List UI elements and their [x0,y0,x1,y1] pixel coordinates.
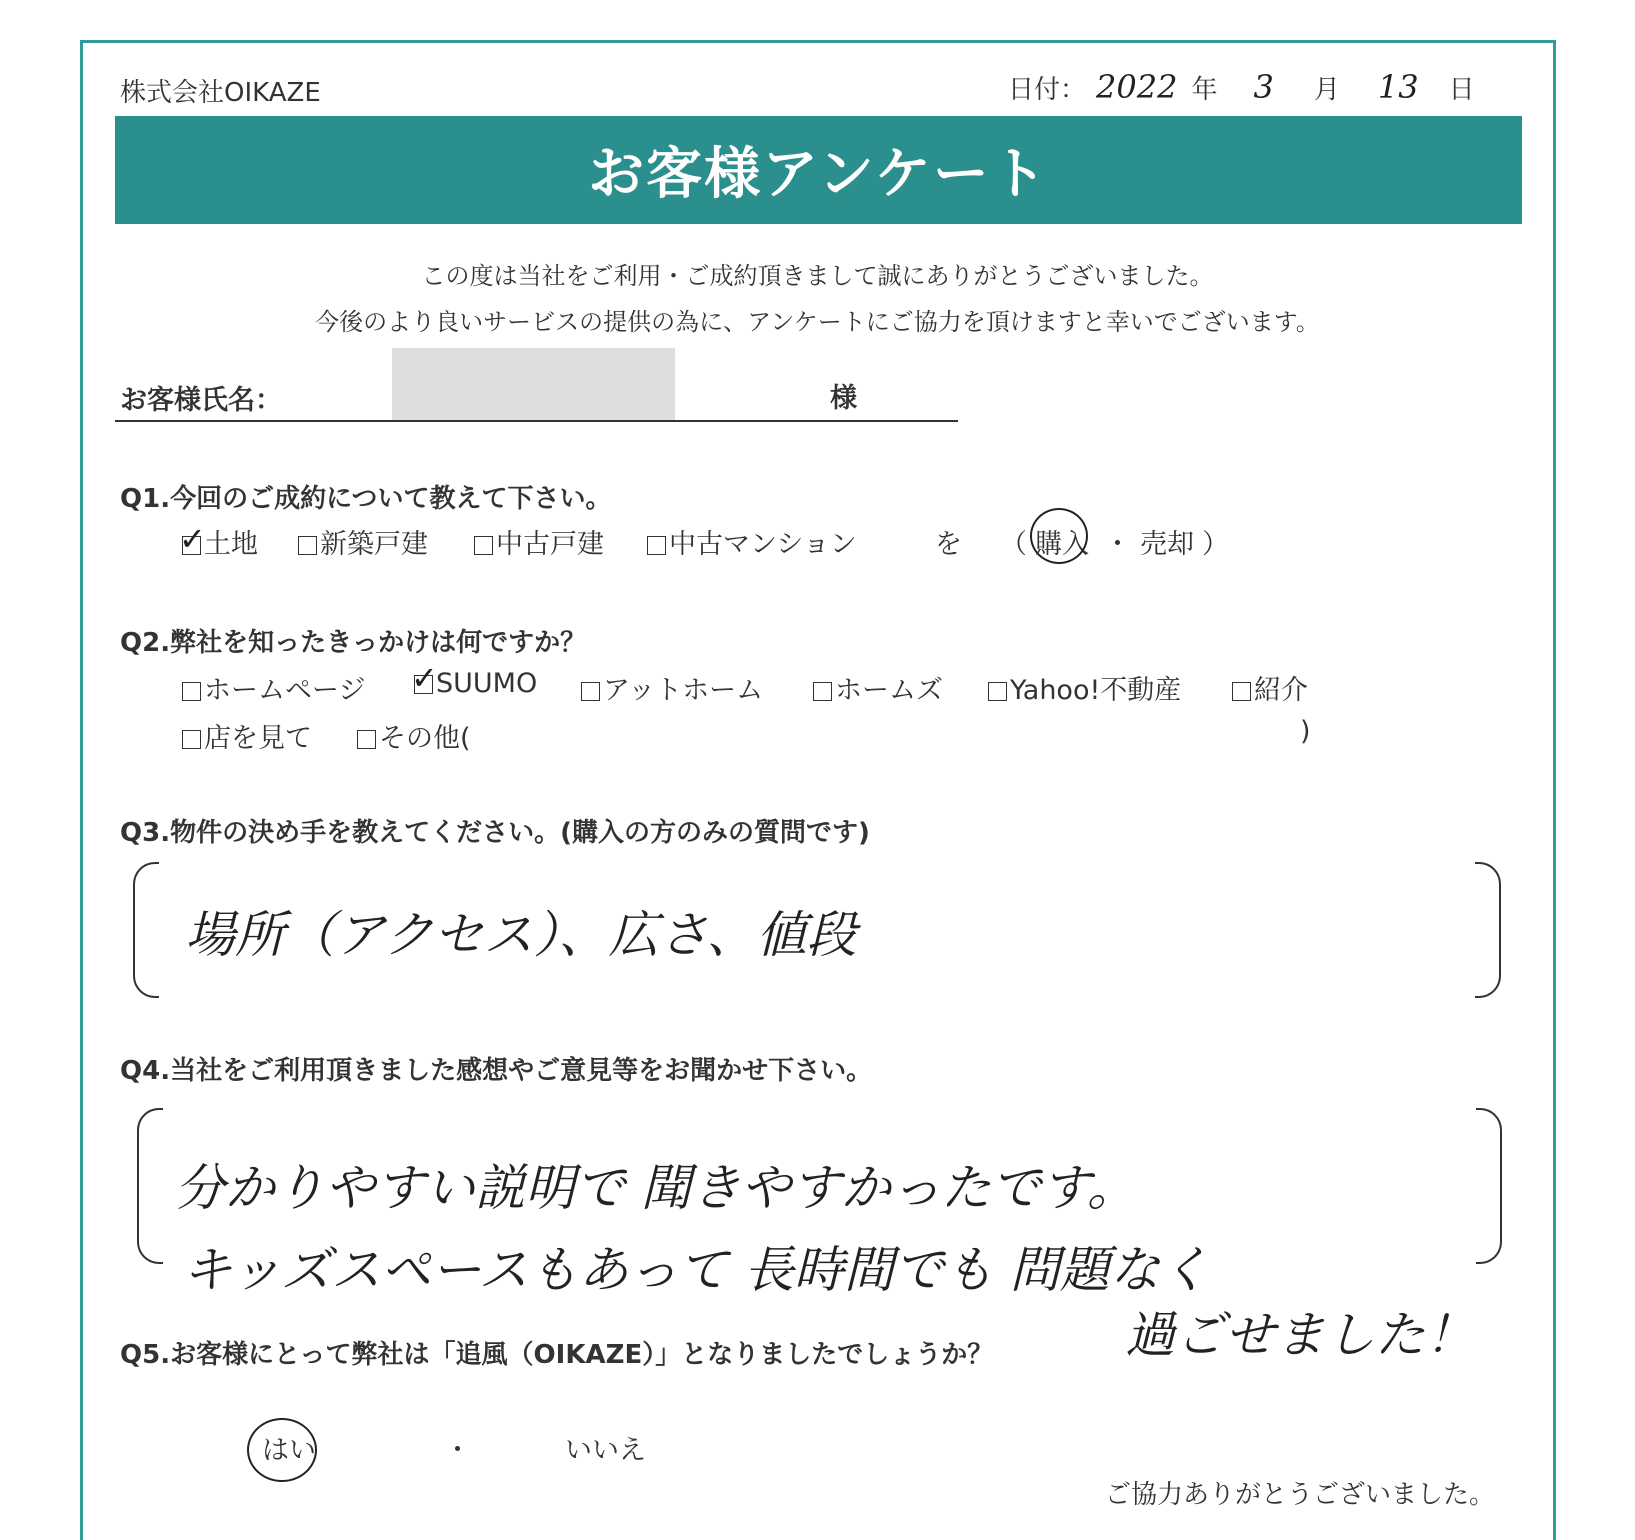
date-year: 2022 [1096,68,1178,106]
selected-circle-mark [247,1418,317,1482]
customer-name-label: お客様氏名： [120,385,282,416]
q4-answer-line-2: キッズスペースもあって 長時間でも 問題なく [182,1241,1210,1299]
q2-option-referral[interactable]: 紹介 [1232,668,1308,707]
q1-option-used-house[interactable]: 中古戸建 [474,522,604,561]
date-year-unit: 年 [1191,75,1218,105]
q2-option-store[interactable]: 店を見て [182,716,312,755]
q5-yes[interactable]: はい [262,1435,316,1466]
intro-line-1: この度は当社をご利用・ご成約頂きまして誠にありがとうございました。 [421,262,1214,290]
q4-bracket-right [1476,1108,1502,1264]
q1-question: Q1.今回のご成約について教えて下さい。 [120,484,612,514]
date-day-unit: 日 [1448,75,1475,105]
q5-no[interactable]: いいえ [565,1435,646,1466]
q3-bracket-left [133,862,159,998]
q1-dot: ・ [1104,529,1131,560]
q5-dot: ・ [444,1435,471,1466]
q1-choice-purchase[interactable]: 購入 [1035,529,1089,560]
checkbox-icon[interactable] [988,682,1007,701]
q2-option-suumo[interactable]: ✓ SUUMO [411,659,538,699]
q4-question: Q4.当社をご利用頂きました感想やご意見等をお聞かせ下さい。 [120,1056,873,1086]
q3-answer: 場所（アクセス）、広さ、値段 [185,906,857,964]
company-name: 株式会社OIKAZE [120,78,321,108]
q4-bracket-left [137,1108,163,1264]
checkbox-icon[interactable] [298,536,317,555]
q2-option-athome[interactable]: アットホーム [581,668,763,707]
q1-close-paren: ） [1202,529,1229,560]
q1-open-paren: （ [1000,529,1027,560]
checkbox-icon[interactable] [179,520,206,558]
checkbox-icon[interactable] [647,536,666,555]
q3-bracket-right [1475,862,1501,998]
selected-circle-mark [1030,508,1088,564]
q3-question: Q3.物件の決め手を教えてください。(購入の方のみの質問です) [120,818,870,848]
intro-line-2: 今後のより良いサービスの提供の為に、アンケートにご協力を頂けますと幸いでございます。 [315,308,1320,336]
q5-question: Q5.お客様にとって弊社は「追風（OIKAZE）」となりましたでしょうか？ [120,1340,994,1370]
checkbox-icon[interactable] [182,682,201,701]
title-banner [115,116,1522,224]
date-month: 3 [1253,68,1274,106]
q4-answer-line-3: 過ごせました！ [1125,1306,1475,1364]
closing-thanks: ご協力ありがとうございました。 [1105,1480,1496,1510]
customer-name-underline [115,420,958,422]
date-field [1008,68,1475,106]
q1-option-used-mansion[interactable]: 中古マンション [647,522,857,561]
q4-answer-line-1: 分かりやすい説明で 聞きやすかったです。 [175,1159,1137,1217]
checkmark-icon: ✓ [179,520,206,558]
q2-option-other[interactable]: その他( [357,716,471,755]
customer-name-redacted [392,348,675,420]
q1-option-land[interactable]: ✓ 土地 [179,520,258,560]
checkbox-icon[interactable] [581,682,600,701]
q2-option-homepage[interactable]: ホームページ [182,668,365,707]
checkbox-icon[interactable] [1232,682,1251,701]
customer-name-suffix: 様 [830,383,857,414]
q2-option-homes[interactable]: ホームズ [813,668,943,707]
date-day: 13 [1377,68,1419,106]
checkbox-icon[interactable] [182,730,201,749]
checkbox-icon[interactable] [813,682,832,701]
date-month-unit: 月 [1313,75,1340,105]
q1-choice-sell[interactable]: 売却 [1140,529,1194,560]
page-title: お客様アンケート [588,142,1049,207]
q2-question: Q2.弊社を知ったきっかけは何ですか？ [120,628,587,658]
q1-wo: を [935,529,962,560]
q2-other-close-paren: ) [1300,716,1311,747]
date-label: 日付： [1008,75,1087,105]
checkbox-icon[interactable] [411,659,438,697]
q2-option-yahoo[interactable]: Yahoo!不動産 [988,668,1181,707]
checkbox-icon[interactable] [474,536,493,555]
checkmark-icon: ✓ [411,659,438,697]
checkbox-icon[interactable] [357,730,376,749]
q1-option-new-house[interactable]: 新築戸建 [298,522,428,561]
